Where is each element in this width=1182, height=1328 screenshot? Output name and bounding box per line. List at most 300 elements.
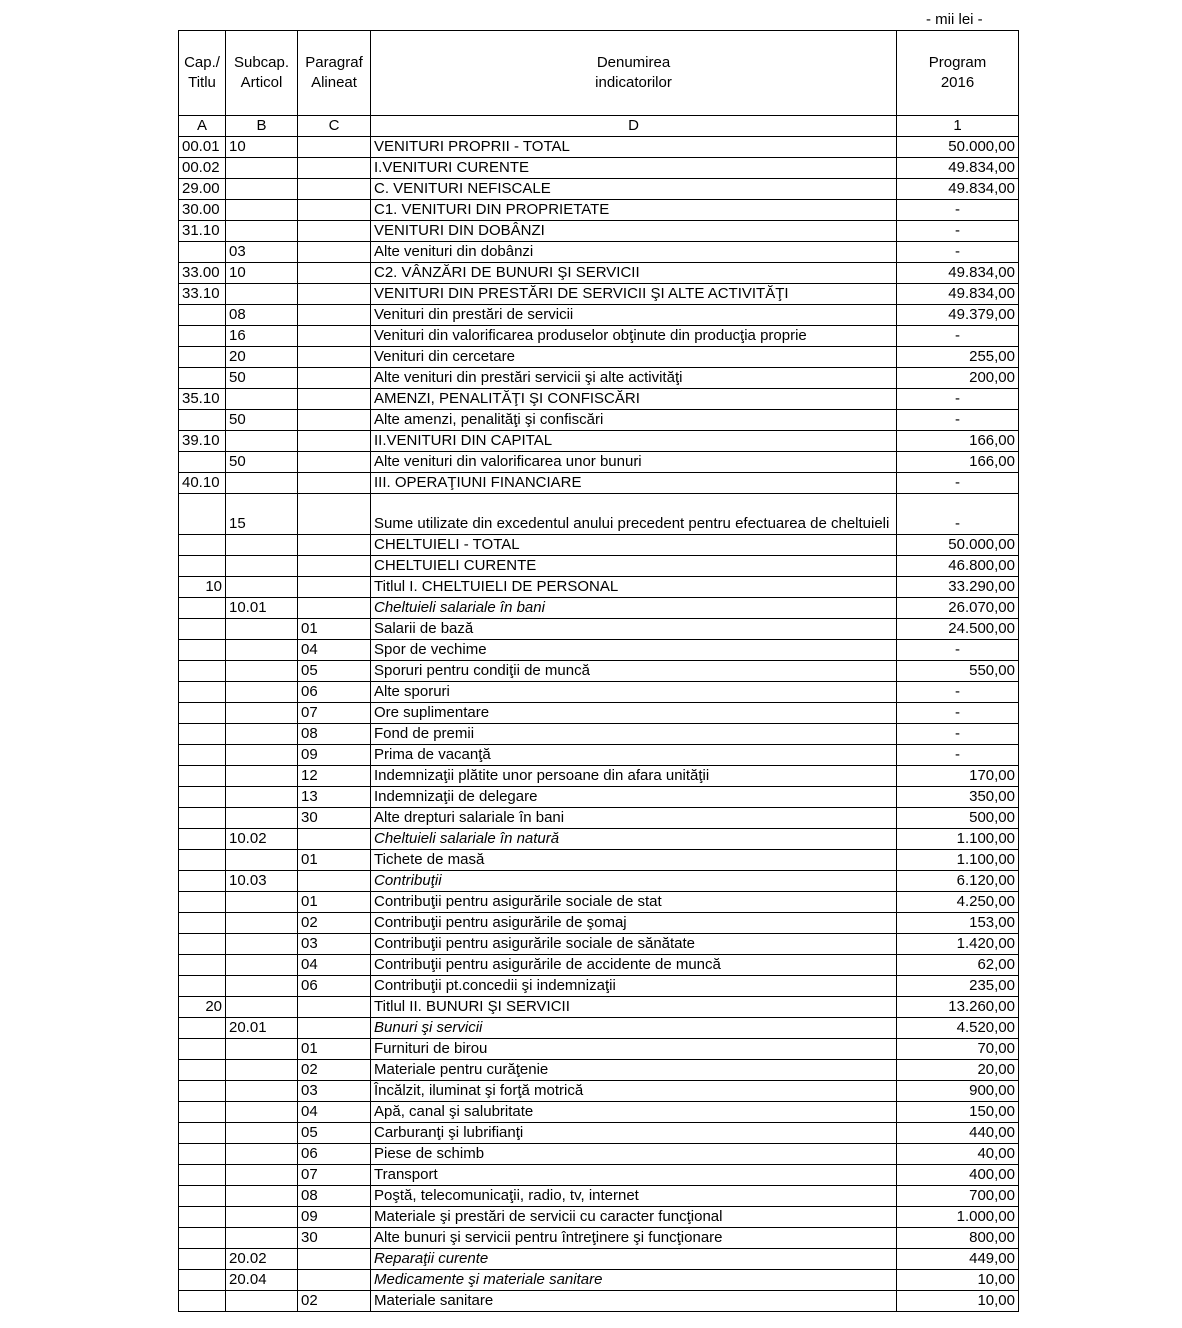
cell-program: -	[897, 724, 1019, 745]
letter-d: D	[371, 116, 897, 137]
cell-denumire: Reparaţii curente	[371, 1249, 897, 1270]
cell-program: 62,00	[897, 955, 1019, 976]
cell-cap	[179, 976, 226, 997]
table-row	[179, 284, 1019, 305]
cell-paragraf: 07	[298, 703, 371, 724]
cell-denumire: Venituri din prestări de servicii	[371, 305, 897, 326]
cell-program: -	[897, 494, 1019, 535]
cell-program: 20,00	[897, 1060, 1019, 1081]
cell-subcap	[226, 661, 298, 682]
table-row	[179, 871, 1019, 892]
cell-cap	[179, 1081, 226, 1102]
cell-cap	[179, 682, 226, 703]
cell-cap	[179, 326, 226, 347]
cell-subcap	[226, 1291, 298, 1312]
cell-program: 150,00	[897, 1102, 1019, 1123]
cell-paragraf	[298, 431, 371, 452]
cell-cap	[179, 892, 226, 913]
letter-e: 1	[897, 116, 1019, 137]
table-row	[179, 703, 1019, 724]
table-row	[179, 179, 1019, 200]
cell-program: -	[897, 200, 1019, 221]
cell-paragraf	[298, 535, 371, 556]
cell-paragraf: 30	[298, 1228, 371, 1249]
cell-denumire: Venituri din valorificarea produselor obţinute din producţia proprie	[371, 326, 897, 347]
table-row	[179, 850, 1019, 871]
table-row	[179, 1291, 1019, 1312]
cell-paragraf: 03	[298, 1081, 371, 1102]
header-subcap: Subcap. Articol	[226, 31, 298, 116]
cell-cap	[179, 829, 226, 850]
cell-paragraf: 04	[298, 640, 371, 661]
cell-paragraf: 02	[298, 1291, 371, 1312]
cell-program: 10,00	[897, 1270, 1019, 1291]
cell-cap	[179, 724, 226, 745]
cell-cap	[179, 556, 226, 577]
cell-cap	[179, 535, 226, 556]
cell-subcap: 10.02	[226, 829, 298, 850]
cell-paragraf: 06	[298, 1144, 371, 1165]
cell-paragraf: 05	[298, 661, 371, 682]
cell-paragraf	[298, 158, 371, 179]
header-cap: Cap./ Titlu	[179, 31, 226, 116]
unit-label: - mii lei -	[926, 11, 983, 28]
cell-program: 49.834,00	[897, 284, 1019, 305]
cell-cap	[179, 1186, 226, 1207]
cell-program: 153,00	[897, 913, 1019, 934]
cell-subcap: 20.01	[226, 1018, 298, 1039]
cell-subcap	[226, 200, 298, 221]
cell-cap	[179, 1060, 226, 1081]
table-row	[179, 1228, 1019, 1249]
cell-cap	[179, 1123, 226, 1144]
cell-program: 50.000,00	[897, 535, 1019, 556]
cell-paragraf: 04	[298, 1102, 371, 1123]
cell-paragraf: 09	[298, 1207, 371, 1228]
cell-paragraf: 09	[298, 745, 371, 766]
cell-paragraf	[298, 263, 371, 284]
cell-subcap	[226, 535, 298, 556]
cell-denumire: Indemnizaţii de delegare	[371, 787, 897, 808]
cell-cap	[179, 368, 226, 389]
cell-subcap	[226, 158, 298, 179]
cell-subcap	[226, 745, 298, 766]
cell-paragraf: 01	[298, 1039, 371, 1060]
cell-cap	[179, 494, 226, 535]
cell-program: 4.250,00	[897, 892, 1019, 913]
cell-program: -	[897, 473, 1019, 494]
table-row	[179, 1207, 1019, 1228]
cell-cap	[179, 871, 226, 892]
cell-program: 10,00	[897, 1291, 1019, 1312]
cell-subcap	[226, 976, 298, 997]
header-denumire: Denumirea indicatorilor	[371, 31, 897, 116]
cell-cap	[179, 1018, 226, 1039]
cell-cap	[179, 1228, 226, 1249]
cell-program: 900,00	[897, 1081, 1019, 1102]
cell-denumire: Contribuţii pt.concedii şi indemnizaţii	[371, 976, 897, 997]
cell-paragraf: 12	[298, 766, 371, 787]
cell-paragraf: 03	[298, 934, 371, 955]
cell-paragraf: 30	[298, 808, 371, 829]
table-row	[179, 745, 1019, 766]
cell-cap	[179, 661, 226, 682]
cell-program: 1.100,00	[897, 829, 1019, 850]
cell-program: -	[897, 326, 1019, 347]
table-row	[179, 766, 1019, 787]
cell-denumire: Cheltuieli salariale în bani	[371, 598, 897, 619]
table-row	[179, 829, 1019, 850]
cell-paragraf: 01	[298, 892, 371, 913]
budget-table	[178, 30, 1019, 1312]
table-row	[179, 682, 1019, 703]
cell-denumire: Contribuţii	[371, 871, 897, 892]
cell-subcap: 20.02	[226, 1249, 298, 1270]
table-row	[179, 808, 1019, 829]
cell-denumire: Venituri din cercetare	[371, 347, 897, 368]
cell-denumire: Sume utilizate din excedentul anului precedent pentru efectuarea de cheltuieli	[371, 494, 897, 535]
cell-cap	[179, 305, 226, 326]
table-row	[179, 1165, 1019, 1186]
cell-program: -	[897, 682, 1019, 703]
cell-subcap	[226, 724, 298, 745]
table-row	[179, 452, 1019, 473]
cell-paragraf: 07	[298, 1165, 371, 1186]
cell-program: 49.834,00	[897, 158, 1019, 179]
table-row	[179, 1144, 1019, 1165]
header-paragraf: Paragraf Alineat	[298, 31, 371, 116]
cell-cap: 00.02	[179, 158, 226, 179]
cell-paragraf	[298, 829, 371, 850]
cell-paragraf	[298, 577, 371, 598]
cell-program: -	[897, 410, 1019, 431]
table-row	[179, 934, 1019, 955]
cell-cap	[179, 1165, 226, 1186]
cell-denumire: Salarii de bază	[371, 619, 897, 640]
cell-subcap	[226, 431, 298, 452]
table-row	[179, 494, 1019, 535]
cell-program: 200,00	[897, 368, 1019, 389]
cell-denumire: Materiale pentru curăţenie	[371, 1060, 897, 1081]
cell-paragraf	[298, 1270, 371, 1291]
cell-paragraf	[298, 410, 371, 431]
cell-paragraf: 08	[298, 724, 371, 745]
cell-subcap: 10.01	[226, 598, 298, 619]
cell-paragraf: 06	[298, 682, 371, 703]
cell-subcap	[226, 1060, 298, 1081]
cell-denumire: Încălzit, iluminat şi forţă motrică	[371, 1081, 897, 1102]
cell-denumire: C. VENITURI NEFISCALE	[371, 179, 897, 200]
cell-cap	[179, 347, 226, 368]
table-row	[179, 158, 1019, 179]
cell-paragraf: 01	[298, 850, 371, 871]
cell-cap	[179, 242, 226, 263]
cell-paragraf: 04	[298, 955, 371, 976]
cell-subcap: 20.04	[226, 1270, 298, 1291]
cell-program: -	[897, 745, 1019, 766]
cell-cap	[179, 1102, 226, 1123]
cell-cap	[179, 745, 226, 766]
cell-denumire: Furnituri de birou	[371, 1039, 897, 1060]
cell-paragraf: 02	[298, 1060, 371, 1081]
cell-paragraf	[298, 326, 371, 347]
cell-program: 500,00	[897, 808, 1019, 829]
table-row	[179, 1270, 1019, 1291]
cell-program: 50.000,00	[897, 137, 1019, 158]
cell-subcap: 50	[226, 368, 298, 389]
cell-subcap	[226, 1081, 298, 1102]
cell-denumire: C2. VÂNZĂRI DE BUNURI ŞI SERVICII	[371, 263, 897, 284]
table-row	[179, 1249, 1019, 1270]
cell-denumire: Alte venituri din dobânzi	[371, 242, 897, 263]
table-row	[179, 1123, 1019, 1144]
table-row	[179, 976, 1019, 997]
cell-cap	[179, 1249, 226, 1270]
cell-program: -	[897, 640, 1019, 661]
cell-program: -	[897, 389, 1019, 410]
cell-subcap	[226, 913, 298, 934]
cell-denumire: VENITURI DIN PRESTĂRI DE SERVICII ŞI ALTE ACTIVITĂŢI	[371, 284, 897, 305]
table-row	[179, 368, 1019, 389]
table-row	[179, 1060, 1019, 1081]
cell-cap	[179, 703, 226, 724]
table-row	[179, 892, 1019, 913]
cell-cap: 00.01	[179, 137, 226, 158]
cell-cap: 20	[179, 997, 226, 1018]
cell-subcap	[226, 1039, 298, 1060]
cell-subcap	[226, 1186, 298, 1207]
cell-subcap: 10.03	[226, 871, 298, 892]
cell-paragraf	[298, 473, 371, 494]
cell-denumire: Materiale sanitare	[371, 1291, 897, 1312]
cell-paragraf	[298, 221, 371, 242]
cell-denumire: Titlul II. BUNURI ŞI SERVICII	[371, 997, 897, 1018]
table-row	[179, 1186, 1019, 1207]
cell-denumire: Cheltuieli salariale în natură	[371, 829, 897, 850]
cell-subcap	[226, 1102, 298, 1123]
cell-cap	[179, 640, 226, 661]
table-row	[179, 431, 1019, 452]
cell-cap: 33.10	[179, 284, 226, 305]
cell-denumire: Titlul I. CHELTUIELI DE PERSONAL	[371, 577, 897, 598]
cell-cap	[179, 934, 226, 955]
cell-program: 49.379,00	[897, 305, 1019, 326]
cell-program: 1.000,00	[897, 1207, 1019, 1228]
cell-paragraf: 06	[298, 976, 371, 997]
cell-paragraf	[298, 242, 371, 263]
cell-subcap	[226, 682, 298, 703]
table-row	[179, 1018, 1019, 1039]
cell-program: 46.800,00	[897, 556, 1019, 577]
cell-paragraf	[298, 284, 371, 305]
cell-denumire: Alte venituri din valorificarea unor bunuri	[371, 452, 897, 473]
cell-paragraf: 13	[298, 787, 371, 808]
cell-program: -	[897, 221, 1019, 242]
cell-program: 166,00	[897, 431, 1019, 452]
cell-paragraf	[298, 494, 371, 535]
table-row	[179, 389, 1019, 410]
cell-denumire: Spor de vechime	[371, 640, 897, 661]
cell-cap: 10	[179, 577, 226, 598]
cell-cap	[179, 808, 226, 829]
table-row	[179, 410, 1019, 431]
table-row	[179, 1102, 1019, 1123]
cell-paragraf	[298, 452, 371, 473]
cell-denumire: CHELTUIELI CURENTE	[371, 556, 897, 577]
cell-subcap	[226, 955, 298, 976]
cell-subcap: 03	[226, 242, 298, 263]
table-row	[179, 619, 1019, 640]
cell-cap: 33.00	[179, 263, 226, 284]
cell-program: 49.834,00	[897, 179, 1019, 200]
cell-denumire: Prima de vacanţă	[371, 745, 897, 766]
table-row	[179, 347, 1019, 368]
cell-cap	[179, 1207, 226, 1228]
cell-denumire: Materiale şi prestări de servicii cu caracter funcţional	[371, 1207, 897, 1228]
cell-denumire: Tichete de masă	[371, 850, 897, 871]
cell-program: -	[897, 242, 1019, 263]
cell-paragraf	[298, 347, 371, 368]
cell-subcap	[226, 619, 298, 640]
cell-program: 33.290,00	[897, 577, 1019, 598]
cell-program: 449,00	[897, 1249, 1019, 1270]
header-program: Program 2016	[897, 31, 1019, 116]
cell-subcap: 15	[226, 494, 298, 535]
cell-subcap	[226, 766, 298, 787]
cell-cap: 31.10	[179, 221, 226, 242]
cell-denumire: Alte venituri din prestări servicii şi alte activităţi	[371, 368, 897, 389]
cell-subcap: 50	[226, 410, 298, 431]
cell-denumire: Carburanţi şi lubrifianţi	[371, 1123, 897, 1144]
cell-denumire: Indemnizaţii plătite unor persoane din afara unităţii	[371, 766, 897, 787]
cell-denumire: Contribuţii pentru asigurările sociale de stat	[371, 892, 897, 913]
cell-denumire: Contribuţii pentru asigurările de şomaj	[371, 913, 897, 934]
cell-denumire: Apă, canal şi salubritate	[371, 1102, 897, 1123]
cell-denumire: Piese de schimb	[371, 1144, 897, 1165]
table-row	[179, 955, 1019, 976]
cell-paragraf	[298, 389, 371, 410]
cell-program: 700,00	[897, 1186, 1019, 1207]
cell-subcap	[226, 221, 298, 242]
cell-denumire: Alte amenzi, penalităţi şi confiscări	[371, 410, 897, 431]
table-row	[179, 913, 1019, 934]
cell-subcap: 10	[226, 137, 298, 158]
table-row	[179, 242, 1019, 263]
cell-cap	[179, 913, 226, 934]
cell-denumire: C1. VENITURI DIN PROPRIETATE	[371, 200, 897, 221]
table-row	[179, 724, 1019, 745]
cell-paragraf: 05	[298, 1123, 371, 1144]
cell-denumire: Poştă, telecomunicaţii, radio, tv, internet	[371, 1186, 897, 1207]
cell-denumire: Ore suplimentare	[371, 703, 897, 724]
cell-denumire: VENITURI DIN DOBÂNZI	[371, 221, 897, 242]
cell-subcap	[226, 577, 298, 598]
cell-paragraf	[298, 179, 371, 200]
cell-program: 26.070,00	[897, 598, 1019, 619]
cell-subcap	[226, 556, 298, 577]
cell-cap: 30.00	[179, 200, 226, 221]
table-row	[179, 1039, 1019, 1060]
cell-paragraf: 01	[298, 619, 371, 640]
cell-denumire: Contribuţii pentru asigurările de accidente de muncă	[371, 955, 897, 976]
letter-a: A	[179, 116, 226, 137]
cell-denumire: Contribuţii pentru asigurările sociale de sănătate	[371, 934, 897, 955]
cell-program: 166,00	[897, 452, 1019, 473]
letter-b: B	[226, 116, 298, 137]
cell-subcap: 16	[226, 326, 298, 347]
cell-cap	[179, 1039, 226, 1060]
cell-cap	[179, 410, 226, 431]
letters-row	[179, 116, 1019, 137]
table-row	[179, 263, 1019, 284]
cell-denumire: Medicamente şi materiale sanitare	[371, 1270, 897, 1291]
cell-denumire: Fond de premii	[371, 724, 897, 745]
cell-cap	[179, 787, 226, 808]
cell-subcap	[226, 934, 298, 955]
cell-subcap: 10	[226, 263, 298, 284]
cell-program: 550,00	[897, 661, 1019, 682]
cell-subcap: 08	[226, 305, 298, 326]
cell-cap: 39.10	[179, 431, 226, 452]
table-row	[179, 137, 1019, 158]
table-row	[179, 305, 1019, 326]
cell-paragraf	[298, 598, 371, 619]
cell-subcap: 50	[226, 452, 298, 473]
cell-cap	[179, 619, 226, 640]
table-row	[179, 598, 1019, 619]
cell-paragraf	[298, 997, 371, 1018]
cell-cap	[179, 598, 226, 619]
cell-paragraf	[298, 305, 371, 326]
cell-paragraf: 02	[298, 913, 371, 934]
table-row	[179, 200, 1019, 221]
cell-program: 400,00	[897, 1165, 1019, 1186]
cell-cap	[179, 766, 226, 787]
header-row	[179, 31, 1019, 116]
table-row	[179, 535, 1019, 556]
cell-program: 4.520,00	[897, 1018, 1019, 1039]
cell-denumire: Alte sporuri	[371, 682, 897, 703]
cell-subcap	[226, 1207, 298, 1228]
cell-subcap	[226, 284, 298, 305]
cell-subcap	[226, 703, 298, 724]
cell-program: 800,00	[897, 1228, 1019, 1249]
cell-program: 235,00	[897, 976, 1019, 997]
table-row	[179, 473, 1019, 494]
cell-program: 6.120,00	[897, 871, 1019, 892]
cell-denumire: Sporuri pentru condiţii de muncă	[371, 661, 897, 682]
cell-paragraf	[298, 556, 371, 577]
cell-subcap	[226, 389, 298, 410]
cell-subcap	[226, 1165, 298, 1186]
cell-subcap	[226, 892, 298, 913]
cell-denumire: CHELTUIELI - TOTAL	[371, 535, 897, 556]
cell-program: 440,00	[897, 1123, 1019, 1144]
cell-cap: 35.10	[179, 389, 226, 410]
cell-cap	[179, 1144, 226, 1165]
cell-denumire: Transport	[371, 1165, 897, 1186]
cell-program: 24.500,00	[897, 619, 1019, 640]
table-row	[179, 326, 1019, 347]
table-row	[179, 787, 1019, 808]
cell-cap	[179, 955, 226, 976]
cell-paragraf	[298, 1249, 371, 1270]
cell-denumire: Bunuri şi servicii	[371, 1018, 897, 1039]
table-row	[179, 640, 1019, 661]
letter-c: C	[298, 116, 371, 137]
cell-denumire: I.VENITURI CURENTE	[371, 158, 897, 179]
cell-program: -	[897, 703, 1019, 724]
